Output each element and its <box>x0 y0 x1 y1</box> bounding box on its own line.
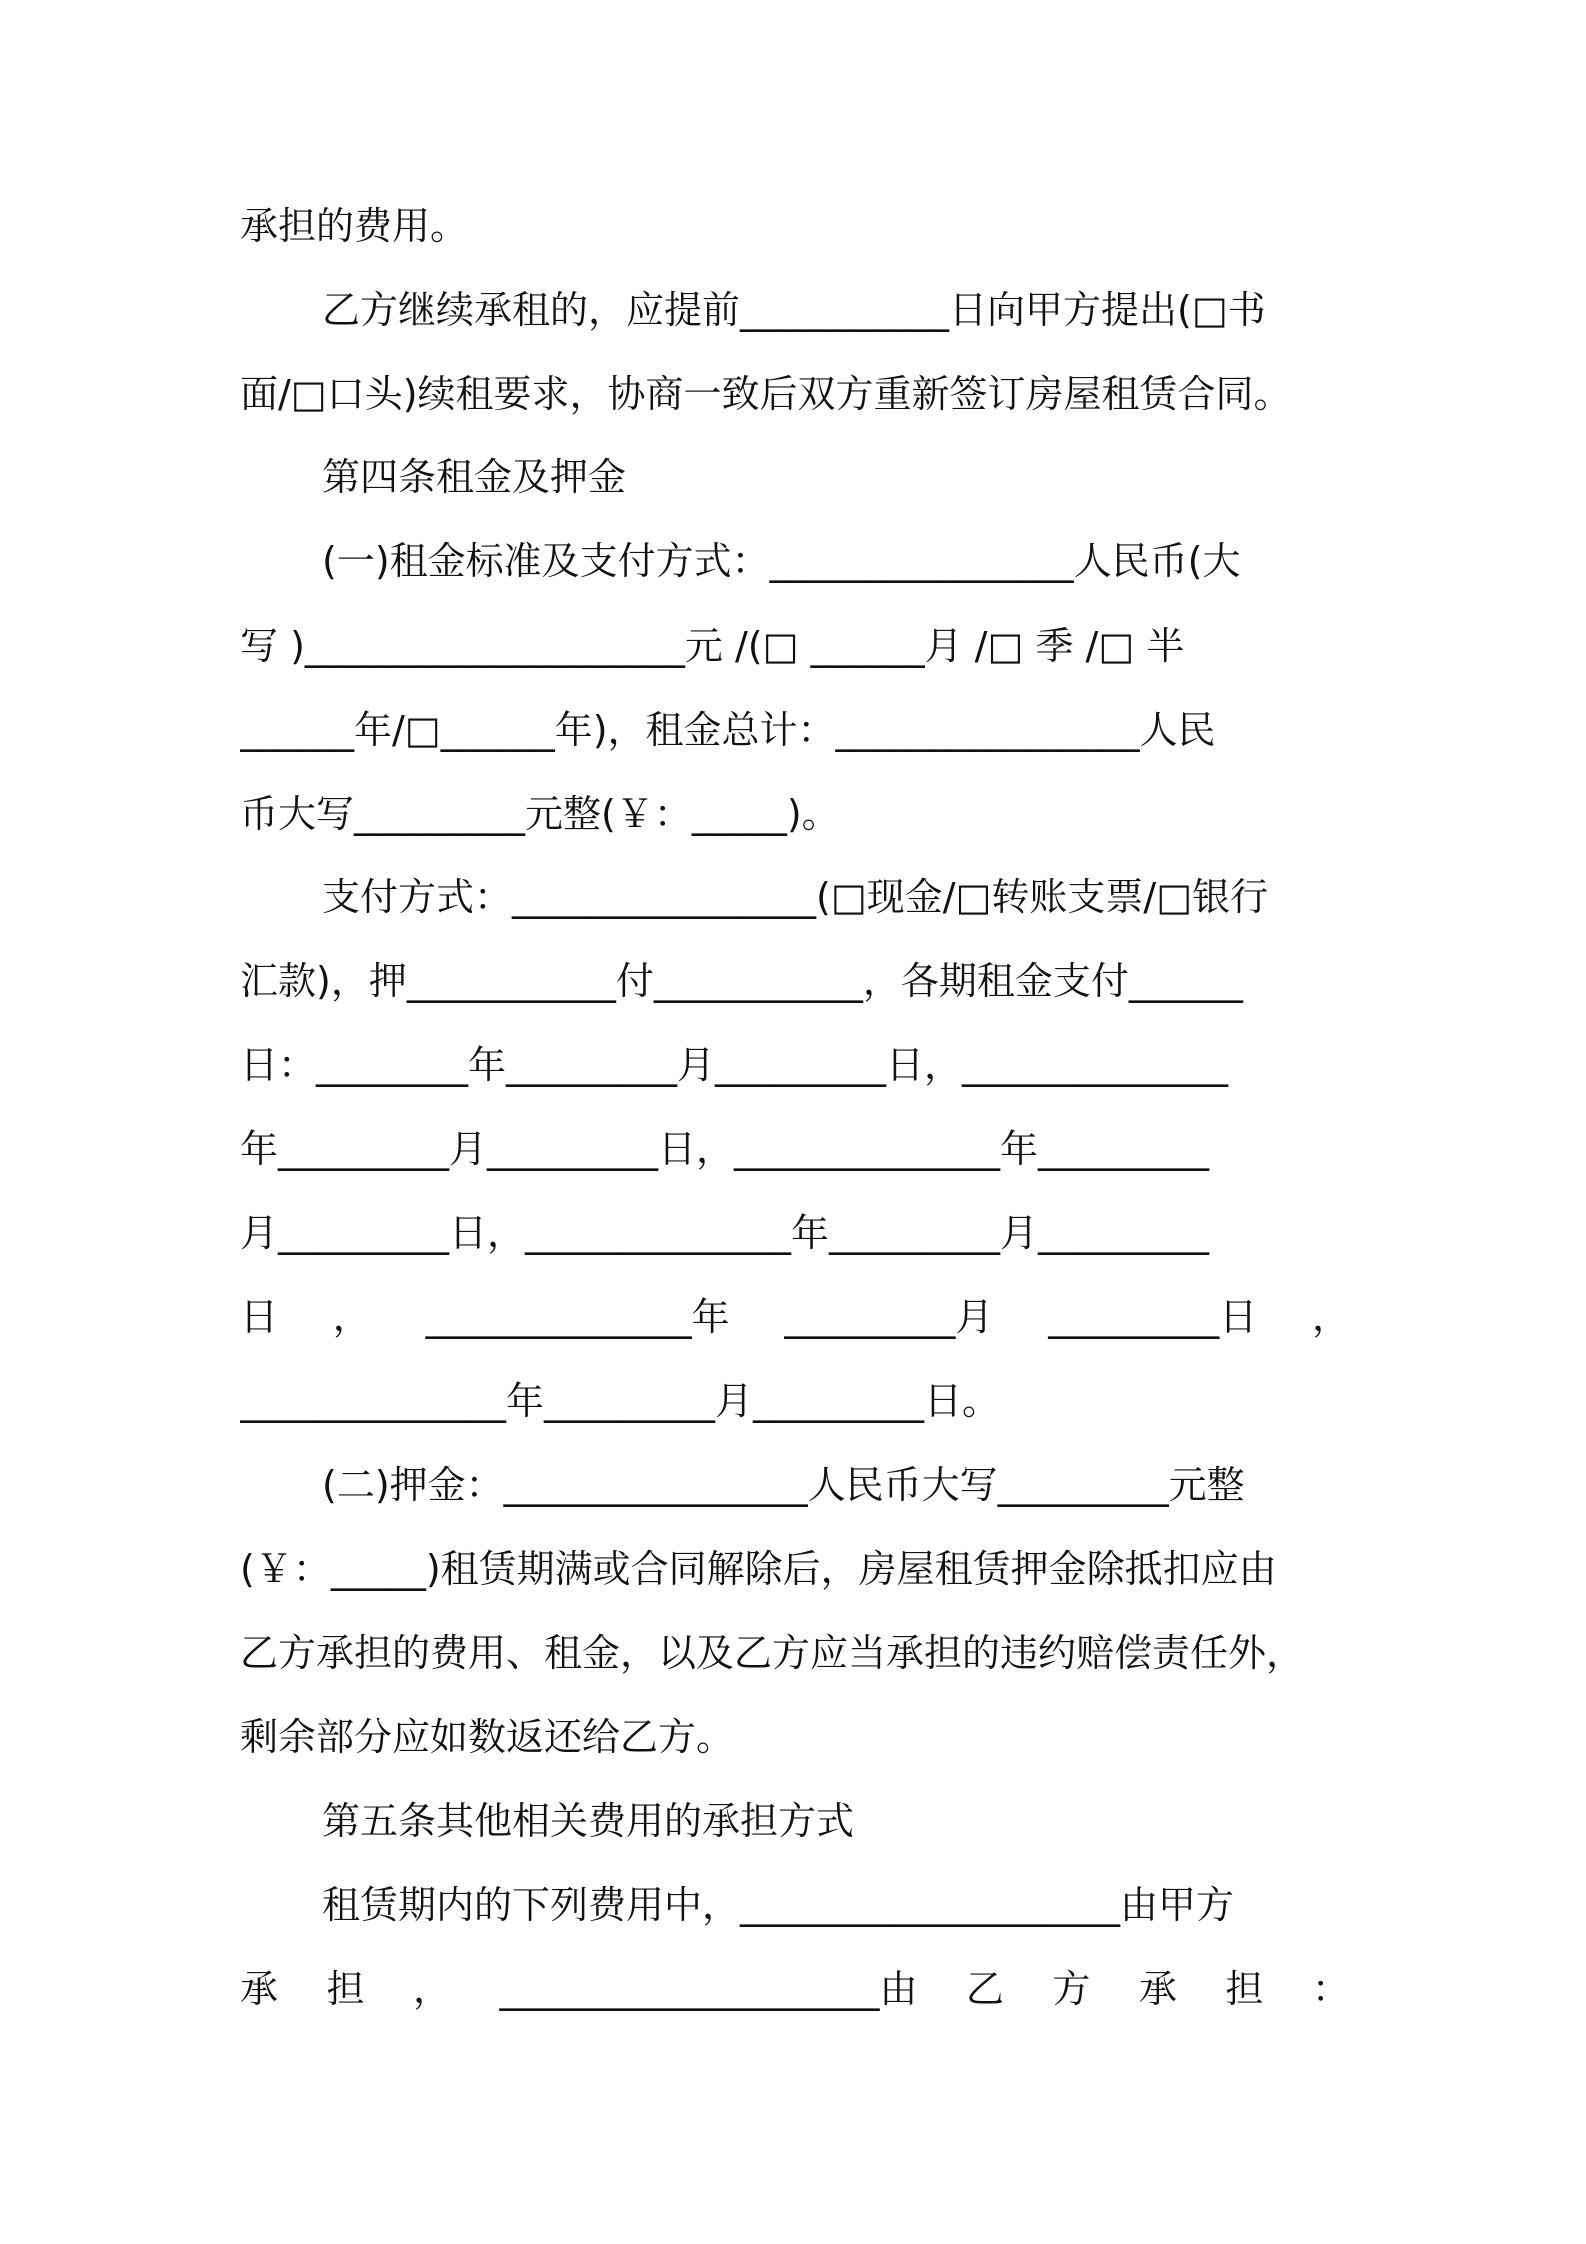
text-segment: _________日 <box>1048 1295 1258 1339</box>
paragraph-line: 租赁期内的下列费用中，____________________由甲方 <box>322 1883 1235 1927</box>
paragraph-line: (二)押金：________________人民币大写_________元整 <box>322 1463 1245 1507</box>
text-segment: 方 <box>1052 1967 1091 2011</box>
text-segment: ____________________由 <box>499 1967 918 2011</box>
paragraph-line: 汇款)，押___________付___________，各期租金支付______ <box>240 959 1243 1003</box>
text-segment: 承 <box>1138 1967 1177 2011</box>
paragraph-line: 乙方承担的费用、租金，以及乙方应当承担的违约赔偿责任外， <box>240 1631 1305 1675</box>
paragraph-line: 日：________年_________月_________日，______________ <box>240 1043 1229 1087</box>
text-segment: 承 <box>240 1967 279 2011</box>
paragraph-line: ______________年_________月_________日。 <box>240 1379 1001 1423</box>
paragraph-line: 剩余部分应如数返还给乙方。 <box>240 1715 735 1759</box>
paragraph-line: 承担的费用。 <box>240 204 469 248</box>
paragraph-line: 写 )____________________元 /(□ ______月 /□ 季 /□ 半 <box>240 624 1185 668</box>
text-segment: ： <box>1311 1967 1350 2011</box>
paragraph-line: ______年/□______年)，租金总计：________________人民 <box>240 708 1216 752</box>
paragraph-line: 支付方式：________________(□现金/□转账支票/□银行 <box>322 875 1269 919</box>
text-segment: _________月 <box>784 1295 994 1339</box>
text-segment: ， <box>412 1967 451 2011</box>
paragraph-line: 乙方继续承租的，应提前___________日向甲方提出(□书 <box>322 288 1266 332</box>
text-segment: 担 <box>326 1967 365 2011</box>
paragraph-line: (一)租金标准及支付方式：________________人民币(大 <box>322 539 1241 583</box>
text-segment: 担 <box>1225 1967 1264 2011</box>
paragraph-line: (￥：_____)租赁期满或合同解除后，房屋租赁押金除抵扣应由 <box>240 1547 1277 1591</box>
text-segment: ， <box>1311 1295 1350 1339</box>
text-segment: 日 <box>240 1295 279 1339</box>
paragraph-line: 币大写_________元整(￥：_____)。 <box>240 792 840 836</box>
paragraph-line-justified <box>240 1954 1350 2024</box>
text-segment: ， <box>332 1295 371 1339</box>
section-heading: 第四条租金及押金 <box>322 455 627 499</box>
paragraph-line: 月_________日，______________年_________月_________ <box>240 1211 1210 1255</box>
text-segment: 乙 <box>965 1967 1004 2011</box>
text-segment: ______________年 <box>425 1295 730 1339</box>
paragraph-line-justified <box>240 1282 1350 1352</box>
paragraph-line: 年_________月_________日，______________年_________ <box>240 1127 1210 1171</box>
section-heading: 第五条其他相关费用的承担方式 <box>322 1799 855 1843</box>
paragraph-line: 面/□口头)续租要求，协商一致后双方重新签订房屋租赁合同。 <box>240 372 1292 416</box>
